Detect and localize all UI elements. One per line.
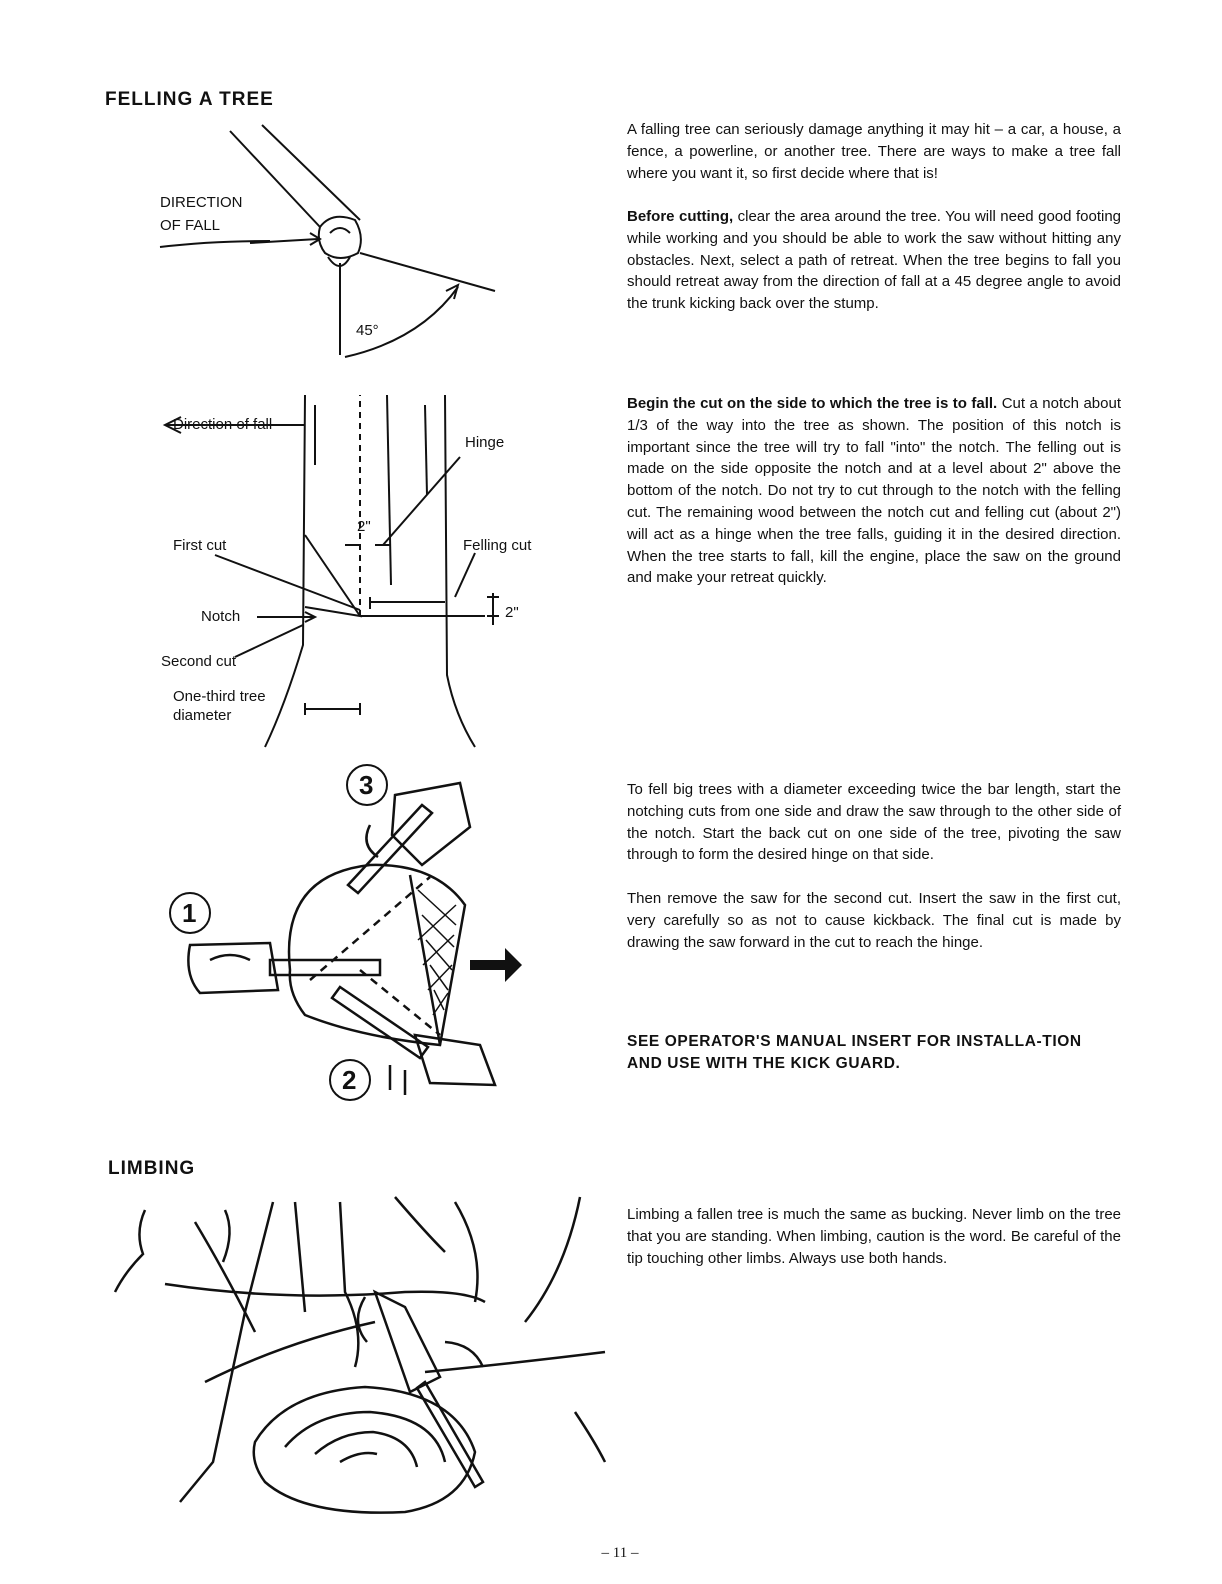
begin-cut-paragraph [627, 393, 1121, 589]
two-inch-label-right: 2" [505, 604, 519, 621]
two-inch-label-top: 2" [357, 518, 371, 535]
direction-arrow-icon [470, 948, 522, 982]
branch-left-2 [223, 1210, 230, 1262]
notch-outline [305, 535, 360, 616]
direction-label-line1: DIRECTION [160, 194, 243, 211]
limbing-illustration [105, 1192, 610, 1517]
big-tree-cutting-diagram [160, 765, 540, 1110]
felling-heading: FELLING A TREE [105, 89, 274, 110]
bark-line [387, 395, 391, 585]
arm-right [455, 1202, 478, 1302]
limbing-heading: LIMBING [108, 1158, 196, 1179]
saw-handle-1 [210, 955, 250, 960]
page-number: – 11 – [601, 1545, 639, 1561]
ground-line-right [360, 253, 495, 291]
felling-cut-label: Felling cut [463, 537, 532, 554]
one-third-label-line2: diameter [173, 707, 232, 724]
direction-of-fall-label: Direction of fall [173, 416, 273, 433]
kick-guard-notice: SEE OPERATOR'S MANUAL INSERT FOR INSTALLA-TION AND USE WITH THE KICK GUARD. [627, 1033, 1082, 1072]
branch-right-low [575, 1412, 605, 1462]
notch-cut-diagram [155, 385, 560, 755]
begin-cut-body: Cut a notch about 1/3 of the way into the tree as shown. The position of this notch is important since the tree will try to fall "into" the notch. The felling out is made on the side opposite the notch and at a level about 2" above the bottom of the notch. Do not try to cut through to the notch with the felling cut. The remaining wood between the notch cut and felling cut (about 2") will act as a hinge when the tree falls, guiding it in the desired direction. When the tree starts to fall, kill the engine, place the saw on the ground and make your retreat quickly. [627, 395, 1121, 587]
log-ring-2 [315, 1432, 417, 1467]
notch-label: Notch [201, 608, 241, 625]
saw-handle-2 [390, 1065, 405, 1095]
branch-right-top [525, 1197, 580, 1322]
second-cut-paragraph: Then remove the saw for the second cut. Insert the saw in the first cut, very carefully so as not to cause kickback. The final cut is made by drawing the saw forward in the cut to reach the hinge. [627, 890, 1121, 951]
begin-cut-lead: Begin the cut on the side to which the tree is to fall. [627, 395, 998, 412]
log-ring-1 [285, 1412, 445, 1462]
leg-right-outer [395, 1197, 445, 1252]
big-tree-paragraph: To fell big trees with a diameter exceeding twice the bar length, start the notching cuts from one side and draw the saw through to the other side of the notch. Start the back cut on one side of the tree, pivoting the saw through to form the desired hinge on that side. [627, 781, 1121, 864]
before-cutting-body: clear the area around the tree. You will need good footing while working and you should be able to work the saw without hitting any obstacles. Next, select a path of retreat. When the tree begins to fall you should retreat away from the direction of fall at a 45 degree angle to avoid the trunk kicking back over the stump. [627, 208, 1121, 313]
step-3-label: 3 [359, 770, 374, 800]
stump-outline [319, 217, 361, 258]
felling-intro-paragraph: A falling tree can seriously damage anything it may hit – a car, a house, a fence, a powerline, or another tree. There are ways to make a tree fall where you want it, so first decide where that is! [627, 121, 1121, 182]
hinge-label: Hinge [465, 434, 505, 451]
angle-label: 45° [356, 322, 379, 339]
branch-left-1 [195, 1222, 255, 1332]
log-top-edge [165, 1284, 485, 1302]
second-cut-pointer [235, 625, 303, 657]
trunk-line-left [230, 131, 320, 227]
direction-of-fall-diagram [150, 115, 510, 375]
bark-mark-2 [425, 405, 427, 495]
before-cutting-lead: Before cutting, [627, 208, 734, 225]
branch-right-mid [425, 1352, 605, 1372]
hinge-band-edge [410, 875, 440, 1045]
trunk-line-right [262, 125, 360, 220]
trunk-left-edge [265, 395, 305, 747]
branch-far-left [115, 1210, 145, 1292]
limbing-paragraph: Limbing a fallen tree is much the same as bucking. Never limb on the tree that you are standing. When limbing, caution is the word. Be careful of the tip touching other limbs. Always use both hands. [627, 1206, 1121, 1267]
one-third-label-line1: One-third tree [173, 688, 266, 705]
branch-mid [205, 1322, 375, 1382]
step-2-label: 2 [342, 1065, 357, 1095]
stump-rings [330, 228, 350, 233]
saw-body-limbing [375, 1292, 440, 1392]
saw-bar-limbing [417, 1382, 483, 1487]
step-1-label: 1 [182, 898, 197, 928]
direction-label-line2: OF FALL [160, 217, 221, 234]
angle-arc-arrow [446, 285, 458, 299]
second-cut-label: Second cut [161, 653, 237, 670]
saw-bar-2 [332, 987, 428, 1058]
hinge-pointer [383, 457, 460, 545]
leg-right-inner [340, 1202, 358, 1367]
log-ring-3 [340, 1453, 377, 1462]
hands [358, 1297, 483, 1367]
first-cut-label: First cut [173, 537, 227, 554]
before-cutting-paragraph [627, 206, 1121, 315]
felling-cut-pointer [455, 553, 475, 597]
saw-handle-3 [366, 825, 378, 857]
saw-bar-3 [348, 805, 432, 893]
saw-body-1 [188, 943, 278, 993]
